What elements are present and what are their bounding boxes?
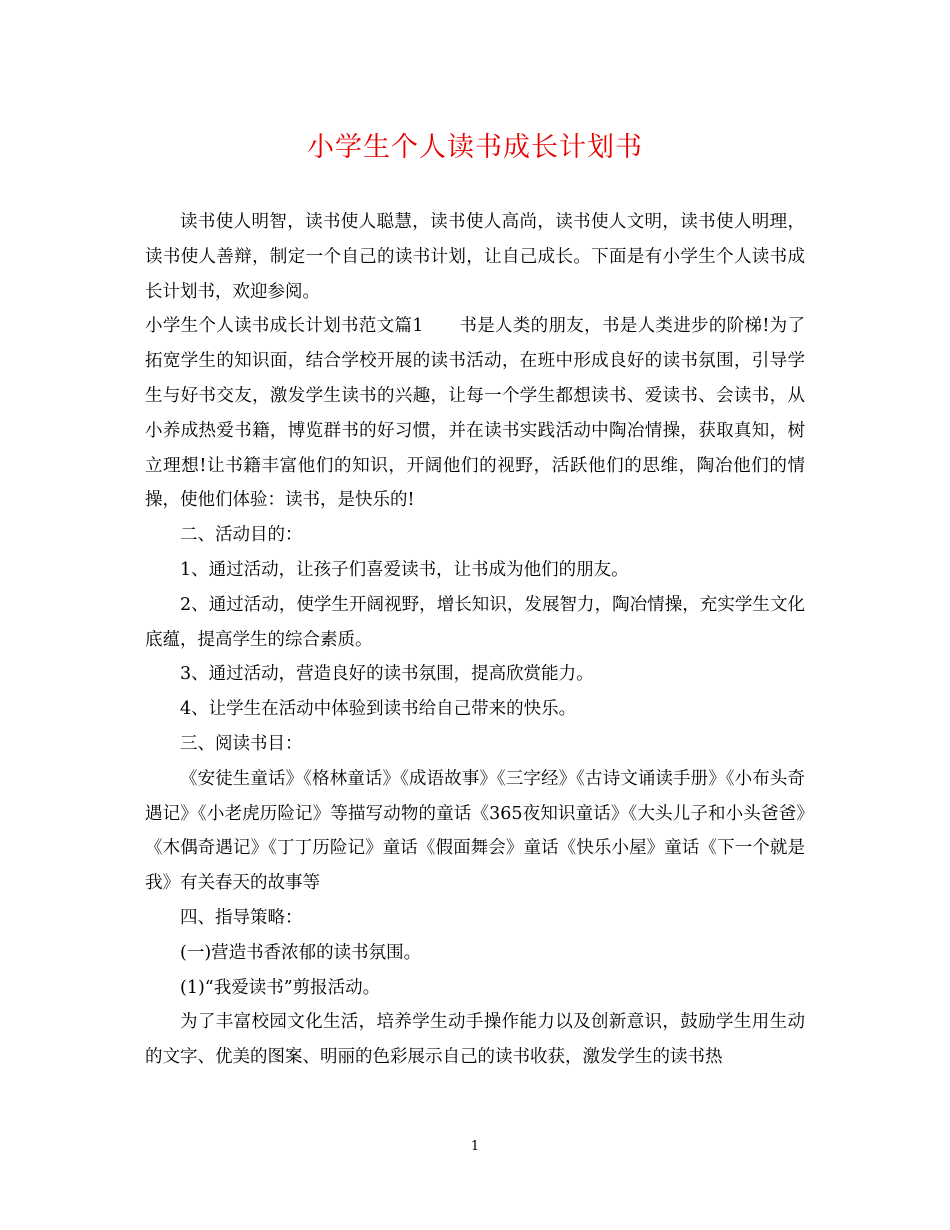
section-heading-goals: 二、活动目的： bbox=[180, 525, 303, 546]
goal-item-3: 3、通过活动，营造良好的读书氛围，提高欣赏能力。 bbox=[180, 664, 594, 685]
section-heading-strategy: 四、指导策略： bbox=[180, 907, 303, 928]
strategy-item-1: (1)“我爱读书”剪报活动。 bbox=[180, 977, 381, 998]
book-list-paragraph: 《安徒生童话》《格林童话》《成语故事》《三字经》《古诗文诵读手册》《小布头奇遇记》《小老虎历险记》等描写动物的童话《365夜知识童话》《大头儿子和小头爸爸》《木偶奇遇记》《丁丁历险记》童话《假面舞会》童话《快乐小屋》童话《下一个就是我》有关春天的故事等 bbox=[145, 768, 805, 894]
page-number: 1 bbox=[470, 1139, 480, 1154]
strategy-paragraph: 为了丰富校园文化生活，培养学生动手操作能力以及创新意识，鼓励学生用生动的文字、优美的图案、明丽的色彩展示自己的读书收获，激发学生的读书热 bbox=[145, 1012, 805, 1068]
goal-item-2: 2、通过活动，使学生开阔视野，增长知识，发展智力，陶冶情操，充实学生文化底蕴，提高学生的综合素质。 bbox=[145, 594, 805, 650]
sample-intro-paragraph: 小学生个人读书成长计划书范文篇1 书是人类的朋友，书是人类进步的阶梯!为了拓宽学生的知识面，结合学校开展的读书活动，在班中形成良好的读书氛围，引导学生与好书交友，激发学生读书的兴趣，让每一个学生都想读书、爱读书、会读书，从小养成热爱书籍，博览群书的好习惯，并在读书实践活动中陶冶情操，获取真知，树立理想!让书籍丰富他们的知识，开阔他们的视野，活跃他们的思维，陶冶他们的情操，使他们体验：读书，是快乐的! bbox=[145, 316, 805, 511]
goal-item-4: 4、让学生在活动中体验到读书给自己带来的快乐。 bbox=[180, 699, 577, 720]
document-body bbox=[145, 205, 805, 1075]
strategy-subheading-1: (一)营造书香浓郁的读书氛围。 bbox=[180, 942, 422, 963]
goal-item-1: 1、通过活动，让孩子们喜爱读书，让书成为他们的朋友。 bbox=[180, 559, 629, 580]
section-heading-books: 三、阅读书目： bbox=[180, 733, 303, 754]
intro-paragraph: 读书使人明智，读书使人聪慧，读书使人高尚，读书使人文明，读书使人明理，读书使人善辩，制定一个自己的读书计划，让自己成长。下面是有小学生个人读书成长计划书，欢迎参阅。 bbox=[145, 212, 805, 302]
document-title: 小学生个人读书成长计划书 bbox=[307, 132, 643, 163]
